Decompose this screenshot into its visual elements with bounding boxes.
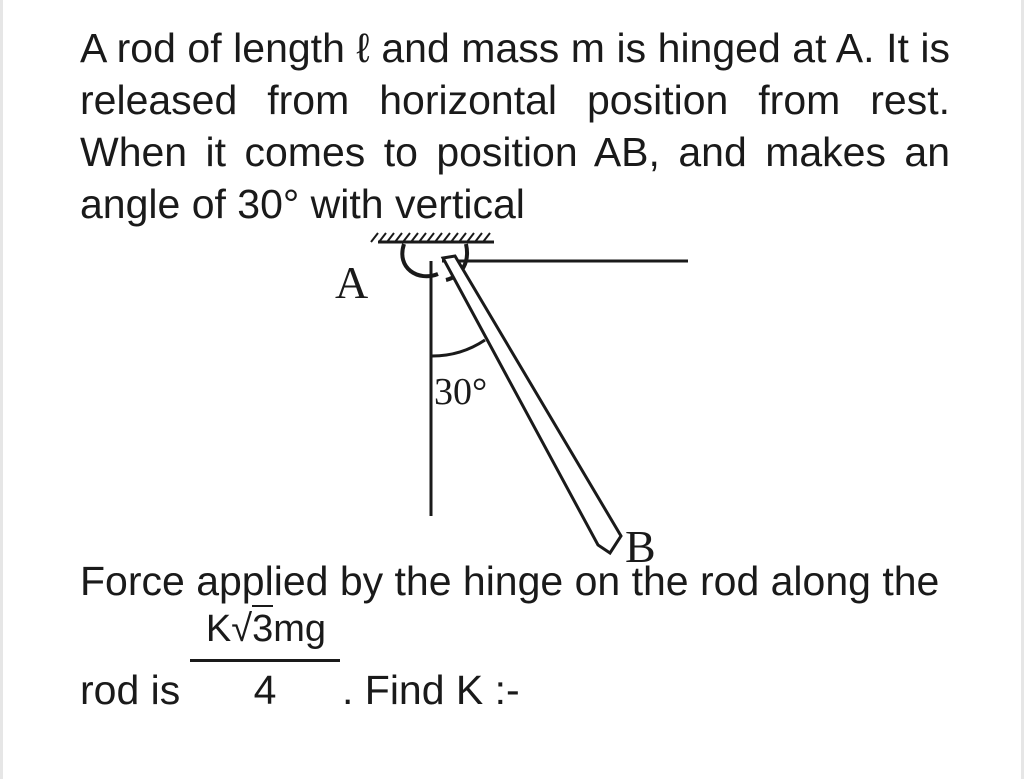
angle-label: 30° xyxy=(434,371,488,413)
force-text: Force applied by the hinge on the rod along the xyxy=(80,558,940,604)
answer-prefix: rod is xyxy=(80,667,181,713)
label-b: B xyxy=(625,521,656,572)
question-intro: A rod of length ℓ and mass m is hinged at A. It is released from horizontal position from rest. When it comes to position AB, and makes an angle of 30° with vertical xyxy=(80,25,950,227)
fraction-bar xyxy=(190,659,340,662)
label-a: A xyxy=(335,257,369,308)
fraction-numerator xyxy=(192,606,340,652)
radicand: 3 xyxy=(252,605,273,650)
angle-arc xyxy=(431,340,485,356)
numerator-k: K xyxy=(205,608,232,650)
sqrt-symbol: √ xyxy=(231,608,253,650)
fraction-denominator: 4 xyxy=(253,667,277,713)
numerator-mg: mg xyxy=(273,608,327,650)
answer-suffix: . Find K :- xyxy=(342,667,520,713)
